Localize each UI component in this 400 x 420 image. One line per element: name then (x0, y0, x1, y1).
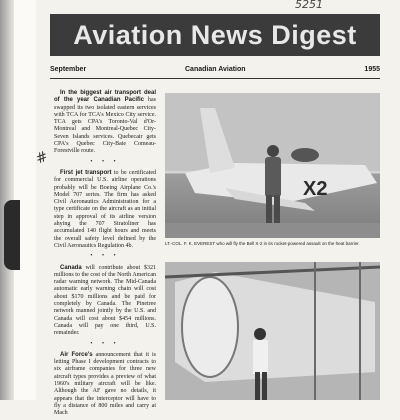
article-boeing: First jet transport to be certificated for commercial U.S. airline operations probably will be Boeing Airplane Co.'s Model 707 series. The firm has asked Civil Aeronautics Administration for a type certificate on the aircraft as an initial step in approval of its airline version ahying the 707 Stratoliner has accumulated 140 flight hours and meets the overall safety level defined by the Civil Aeronautics Regulation 4b. (54, 169, 157, 249)
separator: • • • (90, 340, 120, 347)
header-rule (50, 78, 380, 79)
article-airforce: Air Force's announcement that it is letting Phase I development contracts to six airframe companies for three new aircraft types provides a preview of what 1960's military aircraft will be like. Although the AF gave no details, it appears that the interceptor will have to fly a distance of 800 miles and carry at Mach (54, 351, 156, 417)
masthead-banner (50, 14, 380, 56)
photo-caption: LT.-COL. F. K. EVEREST who will fly the Bell X-2 in its rocket-powered assault on the heat barrier. (165, 241, 360, 246)
handwritten-note: 5251 (295, 0, 323, 11)
article-column (54, 90, 156, 420)
pen-mark: # (33, 148, 51, 168)
photo-bell-x2-drawing (165, 93, 380, 238)
edge-mark (4, 200, 20, 270)
photo-bell-x2 (165, 93, 380, 238)
aircraft-marking: X2 (303, 178, 328, 200)
photo-hangar (165, 262, 380, 400)
issue-month: September (50, 66, 87, 73)
publication-name: Canadian Aviation (185, 66, 246, 73)
separator: • • • (90, 158, 120, 165)
article-radar: Canada will contribute about $321 millions to the cost of the North American radar warning network. The Mid-Canada automatic early warning chain will cost about $170 millions and be paid for completely by Canada. The Pinetree network manned jointly by the U.S. and Canada will cost about $454 millions. Canada will pay one third, U.S. remainder. (54, 264, 156, 337)
issue-year: 1955 (364, 66, 380, 73)
page-title: Aviation News Digest (73, 19, 357, 50)
photo-hangar-drawing (165, 262, 380, 400)
fuselage-opening (182, 277, 238, 377)
article-cpa: In the biggest air transport deal of the year Canadian Pacific has swapped its two isolated eastern services with TCA for TCA's Mexico City service. TCA gets CPA's Toronto-Val d'Or-Montreal and Montreal-Quebec City-Seven Islands services. Quebecair gets CPA's Quebec City-Baie Comeau-Forestville route. (54, 90, 157, 155)
separator: • • • (90, 253, 120, 260)
aircraft-canopy (291, 148, 319, 162)
